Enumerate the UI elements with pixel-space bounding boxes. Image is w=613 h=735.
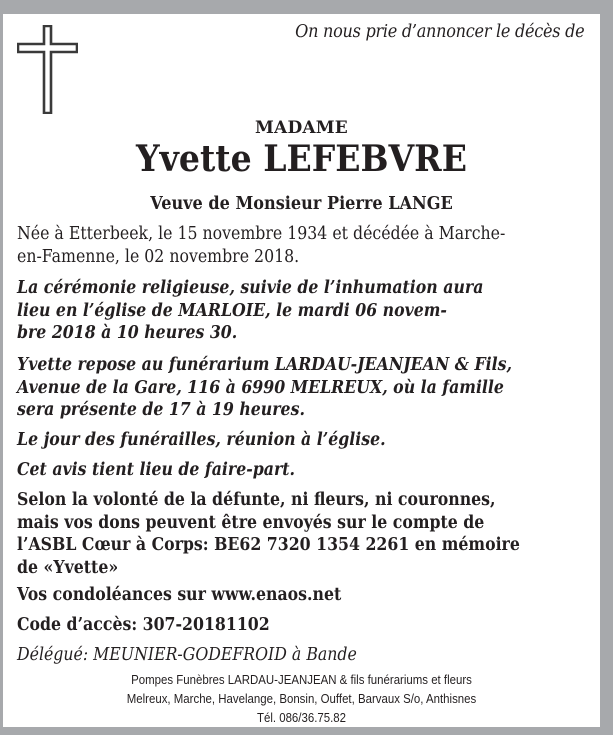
obituary-notice: [3, 14, 600, 727]
access-code-text: Code d’accès: 307-20181102: [17, 615, 270, 635]
ceremony-paragraph: [17, 277, 539, 345]
wishes-line: l’ASBL Cœur à Corps: BE62 7320 1354 2261 en mémoire: [17, 535, 520, 555]
wishes-paragraph: [17, 489, 539, 579]
wishes-line: de «Yvette»: [17, 557, 119, 578]
repose-line: Avenue de la Gare, 116 à 6990 MELREUX, où la famille: [17, 377, 504, 398]
footer-phone: Tél. 086/36.75.82: [256, 710, 347, 725]
repose-paragraph: [17, 354, 539, 422]
cross-icon: [17, 25, 78, 114]
intro-text: On nous prie d’annoncer le décès de: [294, 22, 584, 42]
honorific-title: MADAME: [255, 118, 348, 138]
footer-line: Melreux, Marche, Havelange, Bonsin, Ouffet, Barvaux S/o, Anthisnes: [126, 691, 477, 706]
condolences-text: Vos condoléances sur www.enaos.net: [17, 585, 342, 605]
repose-line: sera présente de 17 à 19 heures.: [17, 400, 305, 420]
delegate-text: Délégué: MEUNIER-GODEFROID à Bande: [17, 645, 357, 665]
wishes-line: Selon la volonté de la défunte, ni fleurs, ni couronnes,: [17, 490, 496, 510]
notice-note-text: Cet avis tient lieu de faire-part.: [17, 460, 296, 480]
repose-line: Yvette repose au funérarium LARDAU-JEANJEAN & Fils,: [17, 355, 512, 375]
ceremony-line: lieu en l’église de MARLOIE, le mardi 06 novem-: [17, 300, 447, 321]
birth-death-paragraph: [17, 223, 539, 268]
footer-line: Pompes Funèbres LARDAU-JEANJEAN & fils funérariums et fleurs: [131, 672, 472, 687]
ceremony-line: bre 2018 à 10 heures 30.: [17, 323, 238, 343]
deceased-name: Yvette LEFEBVRE: [136, 138, 467, 180]
birth-death-line: en-Famenne, le 02 novembre 2018.: [17, 246, 300, 267]
funeral-home-footer: [3, 670, 600, 727]
funeral-day-text: Le jour des funérailles, réunion à l’église.: [17, 430, 386, 450]
ceremony-line: La cérémonie religieuse, suivie de l’inhumation aura: [17, 278, 484, 298]
widow-of: Veuve de Monsieur Pierre LANGE: [150, 194, 453, 214]
wishes-line: mais vos dons peuvent être envoyés sur le compte de: [17, 512, 485, 533]
birth-death-line: Née à Etterbeek, le 15 novembre 1934 et décédée à Marche-: [17, 224, 506, 244]
